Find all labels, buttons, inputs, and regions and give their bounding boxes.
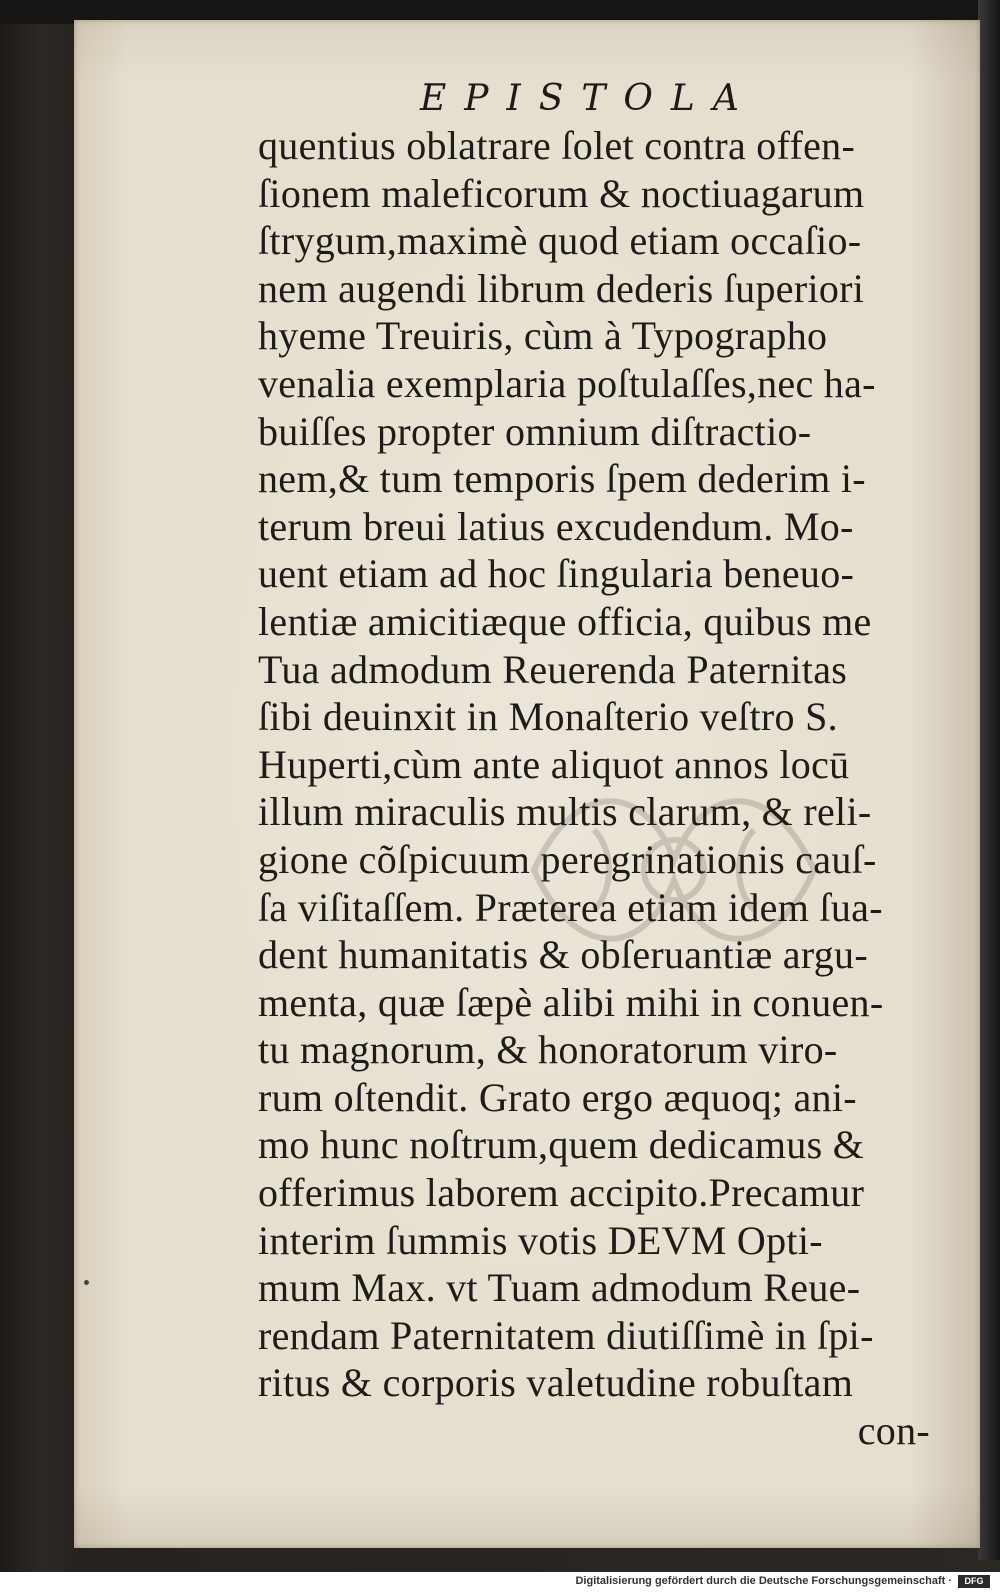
- text-line: ſionem maleficorum & noctiuagarum: [258, 170, 865, 216]
- text-line: buiſſes propter omnium diſtractio-: [258, 408, 812, 454]
- text-line: hyeme Treuiris, cùm à Typographo: [258, 313, 828, 359]
- text-line: mum Max. vt Tuam admodum Reue-: [258, 1265, 861, 1311]
- text-line: rum oſtendit. Grato ergo æquoq; ani-: [258, 1074, 857, 1120]
- running-header: EPISTOLA: [420, 78, 757, 119]
- text-line: terum breui latius excudendum. Mo-: [258, 503, 854, 549]
- footer-credit: Digitalisierung gefördert durch die Deutsche Forschungsgemeinschaft ·: [575, 1575, 952, 1587]
- book-spine-edge: [978, 0, 1000, 1560]
- text-line: menta, quæ ſæpè alibi mihi in conuen-: [258, 979, 884, 1025]
- text-line: Huperti,cùm ante aliquot annos locū: [258, 741, 850, 787]
- body-text: [258, 122, 958, 1455]
- text-line: illum miraculis multis clarum, & reli-: [258, 789, 872, 835]
- text-line: offerimus laborem accipito.Precamur: [258, 1170, 865, 1216]
- gutter-mark: [84, 1280, 89, 1285]
- digitization-footer: [0, 1572, 1000, 1592]
- text-line: ſa viſitaſſem. Præterea etiam idem ſua-: [258, 884, 883, 930]
- text-line: lentiæ amicitiæque officia, quibus me: [258, 598, 872, 644]
- text-line: quentius oblatrare ſolet contra offen-: [258, 123, 856, 168]
- text-line: mo hunc noſtrum,quem dedicamus &: [258, 1122, 865, 1168]
- catchword: con-: [857, 1408, 930, 1454]
- text-line: uent etiam ad hoc ſingularia beneuo-: [258, 551, 855, 597]
- text-line: venalia exemplaria poſtulaſſes,nec ha-: [258, 360, 876, 406]
- text-line: dent humanitatis & obſeruantiæ argu-: [258, 932, 868, 978]
- text-line: rendam Paternitatem diutiſſimè in ſpi-: [258, 1312, 874, 1358]
- text-line: nem augendi librum dederis ſuperiori: [258, 265, 865, 311]
- text-line: tu magnorum, & honoratorum viro-: [258, 1027, 838, 1073]
- dfg-logo-icon: DFG: [958, 1575, 990, 1588]
- text-line: nem,& tum temporis ſpem dederim i-: [258, 456, 866, 502]
- text-line: ſtrygum,maximè quod etiam occaſio-: [258, 218, 862, 264]
- text-line: gione cõſpicuum peregrinationis cauſ-: [258, 836, 877, 882]
- text-line: Tua admodum Reuerenda Paternitas: [258, 646, 848, 692]
- text-line: ritus & corporis valetudine robuſtam: [258, 1360, 854, 1406]
- text-line: interim ſummis votis DEVM Opti-: [258, 1217, 823, 1263]
- text-line: ſibi deuinxit in Monaſterio veſtro S.: [258, 694, 838, 740]
